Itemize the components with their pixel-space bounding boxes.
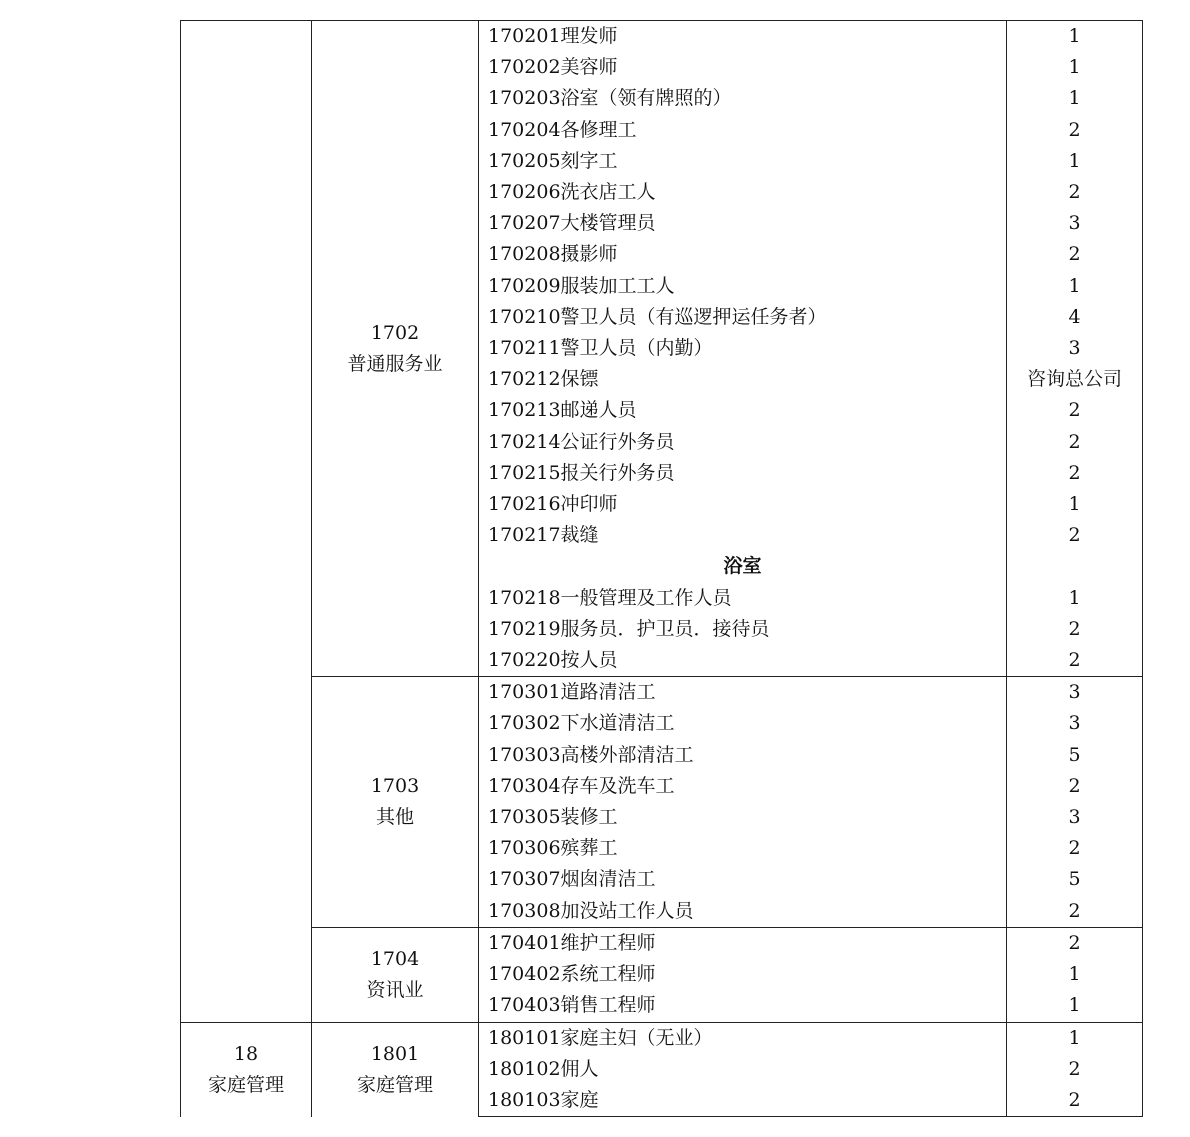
occupation-cell: 170206洗衣店工人 — [479, 177, 1007, 208]
major-category-cell — [181, 21, 312, 1023]
risk-level-cell: 2 — [1007, 458, 1143, 489]
risk-level-cell: 2 — [1007, 115, 1143, 146]
sub-category-cell — [312, 1022, 479, 1117]
risk-level-cell: 1 — [1007, 1022, 1143, 1054]
occupation-cell: 170217裁缝 — [479, 520, 1007, 551]
sub-category-cell — [312, 927, 479, 1022]
sub-category-code: 1704 — [370, 947, 420, 970]
occupation-cell: 170212保镖 — [479, 364, 1007, 395]
occupation-cell: 170305装修工 — [479, 802, 1007, 833]
risk-level-cell: 2 — [1007, 177, 1143, 208]
occupation-cell: 170402系统工程师 — [479, 959, 1007, 990]
risk-level-cell: 4 — [1007, 302, 1143, 333]
occupation-cell: 170301道路清洁工 — [479, 677, 1007, 709]
occupation-cell: 170306殡葬工 — [479, 833, 1007, 864]
occupation-cell: 170204各修理工 — [479, 115, 1007, 146]
occupation-cell: 170216冲印师 — [479, 489, 1007, 520]
risk-level-cell: 2 — [1007, 239, 1143, 270]
occupation-cell: 170219服务员．护卫员．接待员 — [479, 614, 1007, 645]
sub-category-name: 家庭管理 — [356, 1073, 433, 1096]
occupation-risk-table — [180, 20, 1143, 1117]
risk-level-cell: 1 — [1007, 52, 1143, 83]
risk-level-cell: 1 — [1007, 146, 1143, 177]
risk-level-cell: 2 — [1007, 395, 1143, 426]
risk-level-cell: 2 — [1007, 771, 1143, 802]
risk-level-cell-empty — [1007, 551, 1143, 582]
sub-category-code: 1702 — [370, 321, 420, 344]
occupation-cell: 170304存车及洗车工 — [479, 771, 1007, 802]
occupation-cell: 170303高楼外部清洁工 — [479, 740, 1007, 771]
risk-level-cell: 2 — [1007, 833, 1143, 864]
occupation-cell: 170214公证行外务员 — [479, 427, 1007, 458]
table-row — [181, 927, 1143, 959]
occupation-cell: 170208摄影师 — [479, 239, 1007, 270]
risk-level-cell: 1 — [1007, 271, 1143, 302]
occupation-cell: 170205刻字工 — [479, 146, 1007, 177]
major-category-name: 家庭管理 — [207, 1073, 284, 1096]
occupation-cell: 180101家庭主妇（无业） — [479, 1022, 1007, 1054]
sub-category-name: 普通服务业 — [347, 352, 443, 375]
risk-level-cell: 2 — [1007, 1054, 1143, 1085]
table-row — [181, 1022, 1143, 1054]
table-row — [181, 677, 1143, 709]
risk-level-cell: 2 — [1007, 896, 1143, 928]
sub-category-cell — [312, 21, 479, 677]
occupation-cell: 170213邮递人员 — [479, 395, 1007, 426]
risk-level-cell: 1 — [1007, 583, 1143, 614]
risk-level-cell: 3 — [1007, 802, 1143, 833]
major-category-code: 18 — [233, 1042, 259, 1065]
occupation-cell: 180102佣人 — [479, 1054, 1007, 1085]
occupation-cell: 170202美容师 — [479, 52, 1007, 83]
risk-level-cell: 5 — [1007, 740, 1143, 771]
risk-level-cell: 1 — [1007, 990, 1143, 1022]
sub-category-name: 其他 — [375, 806, 414, 829]
risk-level-cell: 1 — [1007, 21, 1143, 53]
occupation-cell: 170308加没站工作人员 — [479, 896, 1007, 928]
occupation-table-body — [181, 21, 1143, 1117]
risk-level-cell: 1 — [1007, 83, 1143, 114]
occupation-cell: 170207大楼管理员 — [479, 208, 1007, 239]
sub-category-code: 1801 — [370, 1042, 420, 1065]
risk-level-cell: 3 — [1007, 677, 1143, 709]
risk-level-cell: 2 — [1007, 645, 1143, 677]
risk-level-cell: 2 — [1007, 427, 1143, 458]
major-category-cell — [181, 1022, 312, 1117]
risk-level-cell: 5 — [1007, 864, 1143, 895]
risk-level-cell: 1 — [1007, 489, 1143, 520]
occupation-cell: 170210警卫人员（有巡逻押运任务者） — [479, 302, 1007, 333]
occupation-cell: 170203浴室（领有牌照的） — [479, 83, 1007, 114]
occupation-cell: 170215报关行外务员 — [479, 458, 1007, 489]
table-row — [181, 21, 1143, 53]
occupation-cell: 180103家庭 — [479, 1085, 1007, 1117]
risk-level-cell: 3 — [1007, 708, 1143, 739]
occupation-cell: 170220按人员 — [479, 645, 1007, 677]
risk-level-cell: 咨询总公司 — [1007, 364, 1143, 395]
risk-level-cell: 3 — [1007, 208, 1143, 239]
sub-category-cell — [312, 677, 479, 928]
section-heading: 浴室 — [479, 551, 1007, 582]
sub-category-name: 资讯业 — [366, 978, 424, 1001]
occupation-cell: 170211警卫人员（内勤） — [479, 333, 1007, 364]
risk-level-cell: 2 — [1007, 520, 1143, 551]
risk-level-cell: 1 — [1007, 959, 1143, 990]
risk-level-cell: 2 — [1007, 927, 1143, 959]
risk-level-cell: 2 — [1007, 614, 1143, 645]
occupation-cell: 170307烟囱清洁工 — [479, 864, 1007, 895]
occupation-cell: 170209服装加工工人 — [479, 271, 1007, 302]
occupation-cell: 170403销售工程师 — [479, 990, 1007, 1022]
risk-level-cell: 3 — [1007, 333, 1143, 364]
sub-category-code: 1703 — [370, 775, 420, 798]
occupation-cell: 170218一般管理及工作人员 — [479, 583, 1007, 614]
occupation-cell: 170401维护工程师 — [479, 927, 1007, 959]
risk-level-cell: 2 — [1007, 1085, 1143, 1117]
occupation-cell: 170201理发师 — [479, 21, 1007, 53]
occupation-cell: 170302下水道清洁工 — [479, 708, 1007, 739]
